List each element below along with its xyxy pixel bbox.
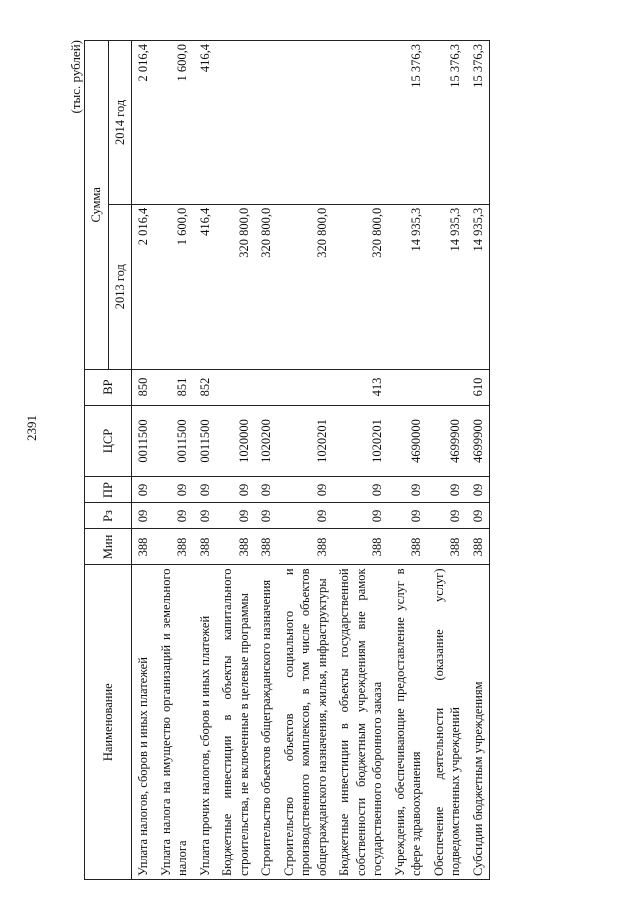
- cell-y2013: 320 800,0: [278, 204, 334, 369]
- cell-csr: 4699900: [467, 405, 490, 477]
- cell-rz: 09: [428, 503, 467, 529]
- table-row: [132, 41, 155, 880]
- table-row: [428, 41, 467, 880]
- cell-rz: 09: [132, 503, 155, 529]
- cell-pr: 09: [255, 477, 278, 503]
- cell-min: 388: [428, 529, 467, 565]
- cell-min: 388: [155, 529, 194, 565]
- cell-y2014: 2 016,4: [132, 41, 155, 205]
- cell-pr: 09: [428, 477, 467, 503]
- cell-min: 388: [132, 529, 155, 565]
- cell-min: 388: [467, 529, 490, 565]
- header-vr: ВР: [85, 369, 132, 405]
- cell-name: Строительство объектов общегражданского назначения: [255, 565, 278, 880]
- cell-pr: 09: [278, 477, 334, 503]
- cell-vr: [389, 369, 428, 405]
- cell-name: Уплата налогов, сборов и иных платежей: [132, 565, 155, 880]
- cell-vr: 413: [333, 369, 389, 405]
- cell-rz: 09: [255, 503, 278, 529]
- cell-y2014: [333, 41, 389, 205]
- cell-csr: 0011500: [155, 405, 194, 477]
- cell-rz: 09: [333, 503, 389, 529]
- cell-min: 388: [194, 529, 217, 565]
- cell-csr: 4699900: [428, 405, 467, 477]
- cell-name: Обеспечение деятельности (оказание услуг) подведомственных учреждений: [428, 565, 467, 880]
- cell-y2013: 320 800,0: [333, 204, 389, 369]
- cell-vr: [255, 369, 278, 405]
- cell-y2013: 320 800,0: [255, 204, 278, 369]
- cell-min: 388: [255, 529, 278, 565]
- cell-pr: 09: [194, 477, 217, 503]
- cell-pr: 09: [132, 477, 155, 503]
- cell-y2014: [278, 41, 334, 205]
- cell-y2013: 416,4: [194, 204, 217, 369]
- cell-csr: 4690000: [389, 405, 428, 477]
- rotated-table-area: [68, 40, 578, 880]
- cell-y2013: 320 800,0: [216, 204, 255, 369]
- cell-pr: 09: [389, 477, 428, 503]
- cell-y2013: 14 935,3: [389, 204, 428, 369]
- cell-csr: 1020000: [216, 405, 255, 477]
- table-row: [216, 41, 255, 880]
- budget-table: [84, 40, 490, 880]
- page-number: 2391: [24, 415, 39, 441]
- cell-y2014: 1 600,0: [155, 41, 194, 205]
- cell-min: 388: [333, 529, 389, 565]
- header-min: Мин: [85, 529, 132, 565]
- cell-y2014: 15 376,3: [428, 41, 467, 205]
- cell-vr: [216, 369, 255, 405]
- cell-pr: 09: [467, 477, 490, 503]
- header-csr: ЦСР: [85, 405, 132, 477]
- cell-vr: [428, 369, 467, 405]
- cell-y2013: 14 935,3: [428, 204, 467, 369]
- cell-y2013: 1 600,0: [155, 204, 194, 369]
- cell-y2014: 15 376,3: [389, 41, 428, 205]
- cell-pr: 09: [216, 477, 255, 503]
- table-row: [155, 41, 194, 880]
- cell-rz: 09: [467, 503, 490, 529]
- header-pr: ПР: [85, 477, 132, 503]
- cell-rz: 09: [155, 503, 194, 529]
- cell-rz: 09: [278, 503, 334, 529]
- cell-csr: 1020201: [278, 405, 334, 477]
- cell-y2013: 14 935,3: [467, 204, 490, 369]
- cell-name: Учреждения, обеспечивающие предоставление услуг в сфере здравоохранения: [389, 565, 428, 880]
- cell-name: Уплата прочих налогов, сборов и иных платежей: [194, 565, 217, 880]
- cell-rz: 09: [216, 503, 255, 529]
- cell-name: Строительство объектов социального и производственного комплексов, в том числе объектов общегражданского назначения, жилья, инфраструктуры: [278, 565, 334, 880]
- cell-min: 388: [216, 529, 255, 565]
- cell-name: Бюджетные инвестиции в объекты государственной собственности бюджетным учреждениям вне рамок государственного оборонного заказа: [333, 565, 389, 880]
- cell-vr: 852: [194, 369, 217, 405]
- table-row: [255, 41, 278, 880]
- table-row: [194, 41, 217, 880]
- cell-name: Бюджетные инвестиции в объекты капитального строительства, не включенные в целевые программы: [216, 565, 255, 880]
- cell-vr: 610: [467, 369, 490, 405]
- cell-pr: 09: [155, 477, 194, 503]
- cell-csr: 1020201: [333, 405, 389, 477]
- cell-y2014: [255, 41, 278, 205]
- cell-csr: 1020200: [255, 405, 278, 477]
- units-note: (тыс. рублей): [68, 40, 83, 114]
- cell-rz: 09: [194, 503, 217, 529]
- cell-y2013: 2 016,4: [132, 204, 155, 369]
- cell-vr: [278, 369, 334, 405]
- cell-y2014: 15 376,3: [467, 41, 490, 205]
- table-row: [467, 41, 490, 880]
- table-row: [389, 41, 428, 880]
- cell-vr: 851: [155, 369, 194, 405]
- cell-csr: 0011500: [194, 405, 217, 477]
- header-name: Наименование: [85, 565, 132, 880]
- cell-csr: 0011500: [132, 405, 155, 477]
- cell-min: 388: [389, 529, 428, 565]
- header-2014: 2014 год: [108, 41, 132, 205]
- header-sum: Сумма: [85, 41, 109, 370]
- cell-y2014: 416,4: [194, 41, 217, 205]
- cell-rz: 09: [389, 503, 428, 529]
- cell-vr: 850: [132, 369, 155, 405]
- cell-name: Субсидии бюджетным учреждениям: [467, 565, 490, 880]
- table-row: [333, 41, 389, 880]
- table-row: [278, 41, 334, 880]
- cell-y2014: [216, 41, 255, 205]
- cell-name: Уплата налога на имущество организаций и земельного налога: [155, 565, 194, 880]
- header-rz: Рз: [85, 503, 132, 529]
- header-2013: 2013 год: [108, 204, 132, 369]
- cell-pr: 09: [333, 477, 389, 503]
- cell-min: 388: [278, 529, 334, 565]
